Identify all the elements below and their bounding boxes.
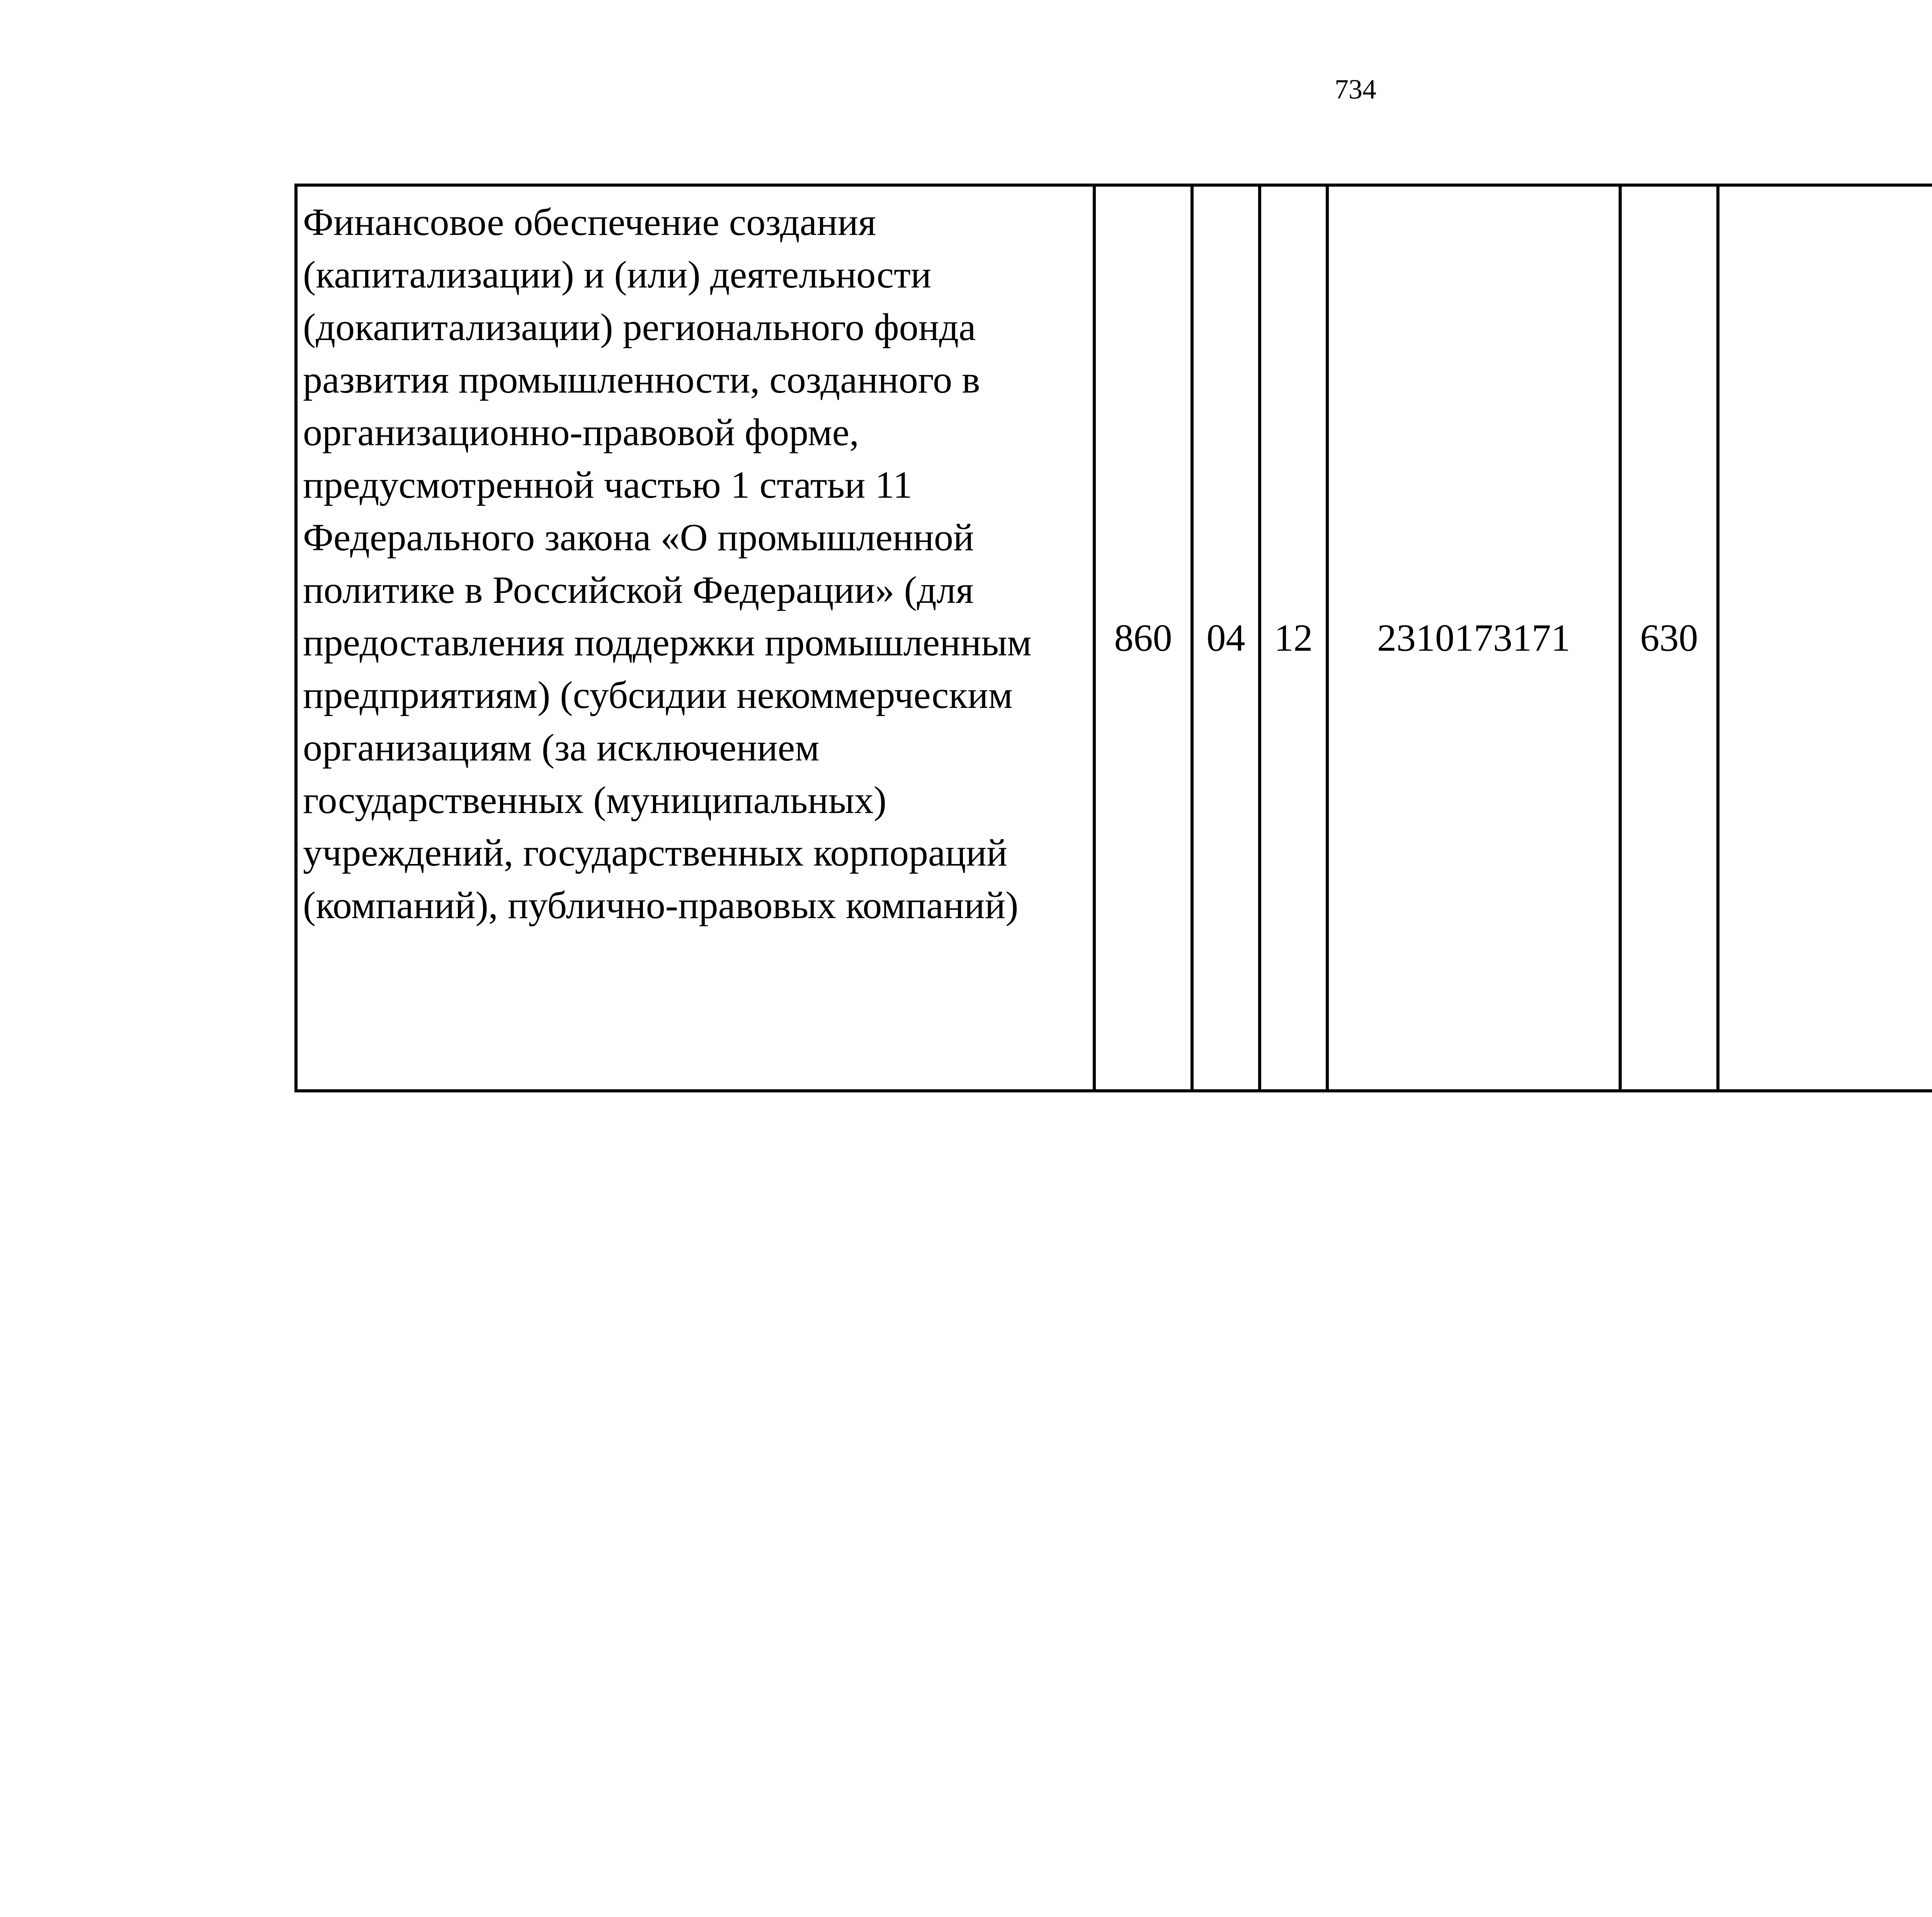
expense-type-code-cell: 630 bbox=[1620, 185, 1718, 1091]
expense-name-cell: Финансовое обеспечение создания (капитализации) и (или) деятельности (докапитализации) регионального фонда развития промышленности, созданного в организационно-правовой форме, предусмотренной частью 1 статьи 11 Федерального закона «О промышленной политике в Российской Федерации» (для предоставления поддержки промышленным предприятиям) (субсидии некоммерческим организациям (за исключением государственных (муниципальных) учреждений, государственных корпораций (компаний), публично-правовых компаний) bbox=[296, 185, 1094, 1091]
table-row bbox=[296, 185, 1932, 1091]
page-number: 734 bbox=[1335, 74, 1376, 105]
target-article-code-cell: 2310173171 bbox=[1327, 185, 1620, 1091]
amount-cell-1 bbox=[1718, 185, 1932, 1091]
subsection-code-cell: 12 bbox=[1260, 185, 1327, 1091]
ministry-code-cell: 860 bbox=[1094, 185, 1192, 1091]
budget-table bbox=[294, 184, 1932, 1092]
section-code-cell: 04 bbox=[1192, 185, 1260, 1091]
